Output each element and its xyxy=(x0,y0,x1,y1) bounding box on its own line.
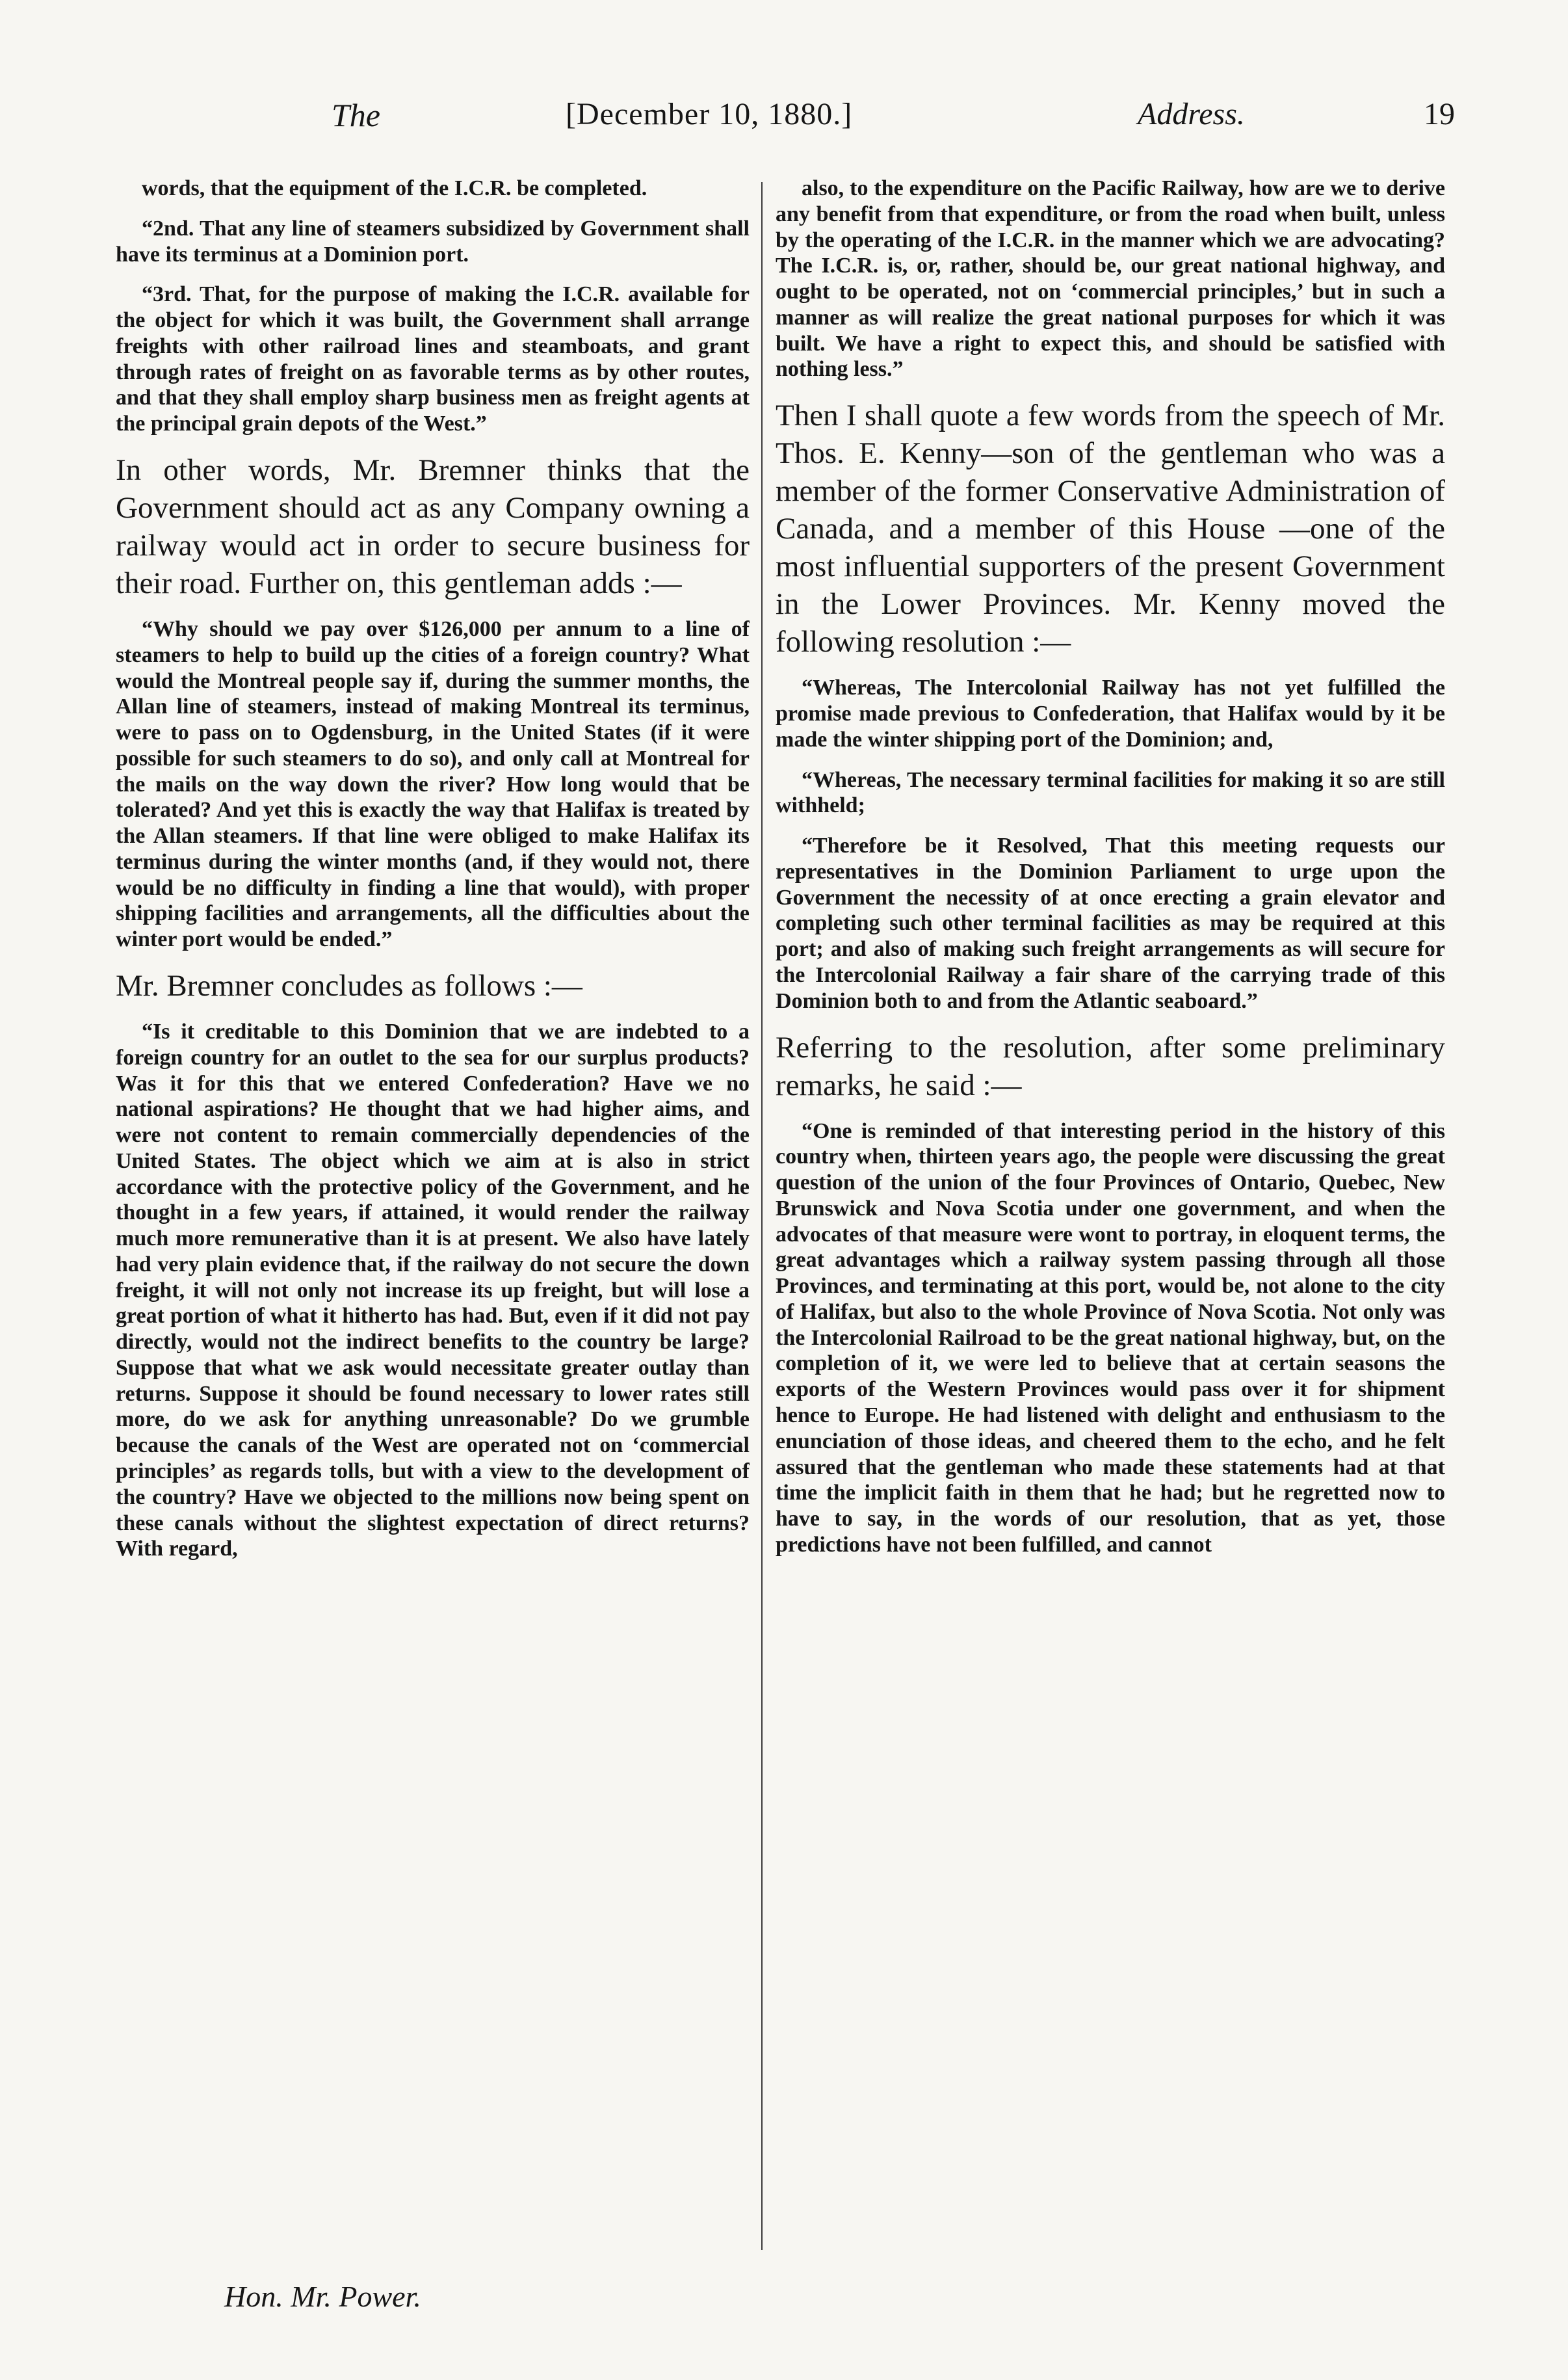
paragraph: “Whereas, The necessary terminal facilities for making it so are still withheld; xyxy=(776,767,1445,818)
paragraph: words, that the equipment of the I.C.R. be completed. xyxy=(142,176,647,200)
paragraph: Then I shall quote a few words from the speech of Mr. Thos. E. Kenny—son of the gentleman who was a member of the former Conservative Administration of Canada, and a member of this House —one of the most influential supporters of the present Government in the Lower Provinces. Mr. Kenny moved the following resolution :— xyxy=(776,399,1445,659)
paragraph: “Is it creditable to this Dominion that we are indebted to a foreign country for an outlet to the sea for our surplus products? Was it for this that we entered Confederation? Have we no national aspirations? He thought that we had higher aims, and were not content to remain commercially dependencies of the United States. The object which we aim at is also in strict accordance with the protective policy of the Government, and he thought in a few years, if attained, it would render the railway much more remunerative than it is at present. We also have lately had very plain evidence that, if the railway do not secure the down freight, it will not only not increase its up freight, but will lose a great portion of what it hitherto has had. But, even if it did not pay directly, would not the indirect benefits to the country be large? Suppose that what we ask would necessitate greater outlay than returns. Suppose it should be found necessary to lower rates still more, do we ask for anything unreasonable? Do we grumble because the canals of the West are operated not on ‘commercial principles’ as regards tolls, but with a view to the development of the country? Have we objected to the millions now being spent on these canals without the slightest expectation of direct returns? With regard, xyxy=(116,1020,750,1561)
header-date: [December 10, 1880.] xyxy=(566,97,853,131)
paragraph: In other words, Mr. Bremner thinks that the Government should act as any Company owning a railway would act in order to secure business for their road. Further on, this gentleman adds :— xyxy=(116,453,750,600)
header-left: The xyxy=(332,97,380,133)
speaker-attribution: Hon. Mr. Power. xyxy=(224,2280,421,2313)
paragraph: “Why should we pay over $126,000 per annum to a line of steamers to help to build up the cities of a foreign country? What would the Montreal people say if, during the summer months, the Allan line of steamers, instead of making Montreal its terminus, were to pass on to Ogdensburg, in the United States (if it were possible for such steamers to do so), and only call at Montreal for the mails on the way down the river? How long would that be tolerated? And yet this is exactly the way that Halifax is treated by the Allan steamers. If that line were obliged to make Halifax its terminus during the winter months (and, if they would not, there would be no difficulty in finding a line that would), with proper shipping facilities and arrangements, all the difficulties about the winter port would be ended.” xyxy=(116,617,750,952)
paragraph: “Therefore be it Resolved, That this meeting requests our representatives in the Dominion Parliament to urge upon the Government the necessity of at once erecting a grain elevator and completing such other terminal facilities as may be required at this port; and also of making such freight arrangements as will secure for the Intercolonial Railway a fair share of the carrying trade of this Dominion both to and from the Atlantic seaboard.” xyxy=(776,834,1445,1013)
header-right: Address. xyxy=(1138,97,1245,131)
text-columns xyxy=(116,176,1448,2302)
paragraph: “3rd. That, for the purpose of making the I.C.R. available for the object for which it was built, the Government shall arrange freights with other railroad lines and steamboats, and grant through rates of freight on as favorable terms as by other routes, and that they shall employ sharp business men as freight agents at the principal grain depots of the West.” xyxy=(116,282,750,436)
paragraph: also, to the expenditure on the Pacific Railway, how are we to derive any benefit from that expenditure, or from the road when built, unless by the operating of the I.C.R. in the manner which we are advocating? The I.C.R. is, or, rather, should be, our great national highway, and ought to be operated, not on ‘commercial principles,’ but in such a manner as will realize the great national purposes for which it was built. We have a right to expect this, and should be satisfied with nothing less.” xyxy=(776,176,1445,382)
column-divider xyxy=(761,182,763,2250)
paragraph: “One is reminded of that interesting period in the history of this country when, thirteen years ago, the people were discussing the great question of the union of the four Provinces of Ontario, Quebec, New Brunswick and Nova Scotia under one government, and when the advocates of that measure were wont to portray, in eloquent terms, the great advantages which a railway system passing through all those Provinces, and terminating at this port, would be, not alone to the city of Halifax, but also to the whole Province of Nova Scotia. Not only was the Intercolonial Railroad to be the great national highway, but, on the completion of it, we were led to believe that at certain seasons the exports of the Western Provinces would pass over it for shipment hence to Europe. He had listened with delight and enthusiasm to the enunciation of those ideas, and cheered them to the echo, and he felt assured that the gentleman who made these statements had at that time the implicit faith in them that he had; but he regretted now to have to say, in the words of our resolution, that as yet, those predictions have not been fulfilled, and cannot xyxy=(776,1118,1445,1557)
page-number: 19 xyxy=(1424,97,1455,131)
left-column xyxy=(116,176,750,2302)
paragraph: Mr. Bremner concludes as follows :— xyxy=(116,968,582,1003)
paragraph: “2nd. That any line of steamers subsidized by Government shall have its terminus at a Dominion port. xyxy=(116,216,750,267)
paragraph: Referring to the resolution, after some preliminary remarks, he said :— xyxy=(776,1030,1445,1102)
paragraph: “Whereas, The Intercolonial Railway has not yet fulfilled the promise made previous to Confederation, that Halifax would by it be made the winter shipping port of the Dominion; and, xyxy=(776,676,1445,752)
right-column xyxy=(776,176,1445,2302)
page-header xyxy=(163,96,1482,148)
